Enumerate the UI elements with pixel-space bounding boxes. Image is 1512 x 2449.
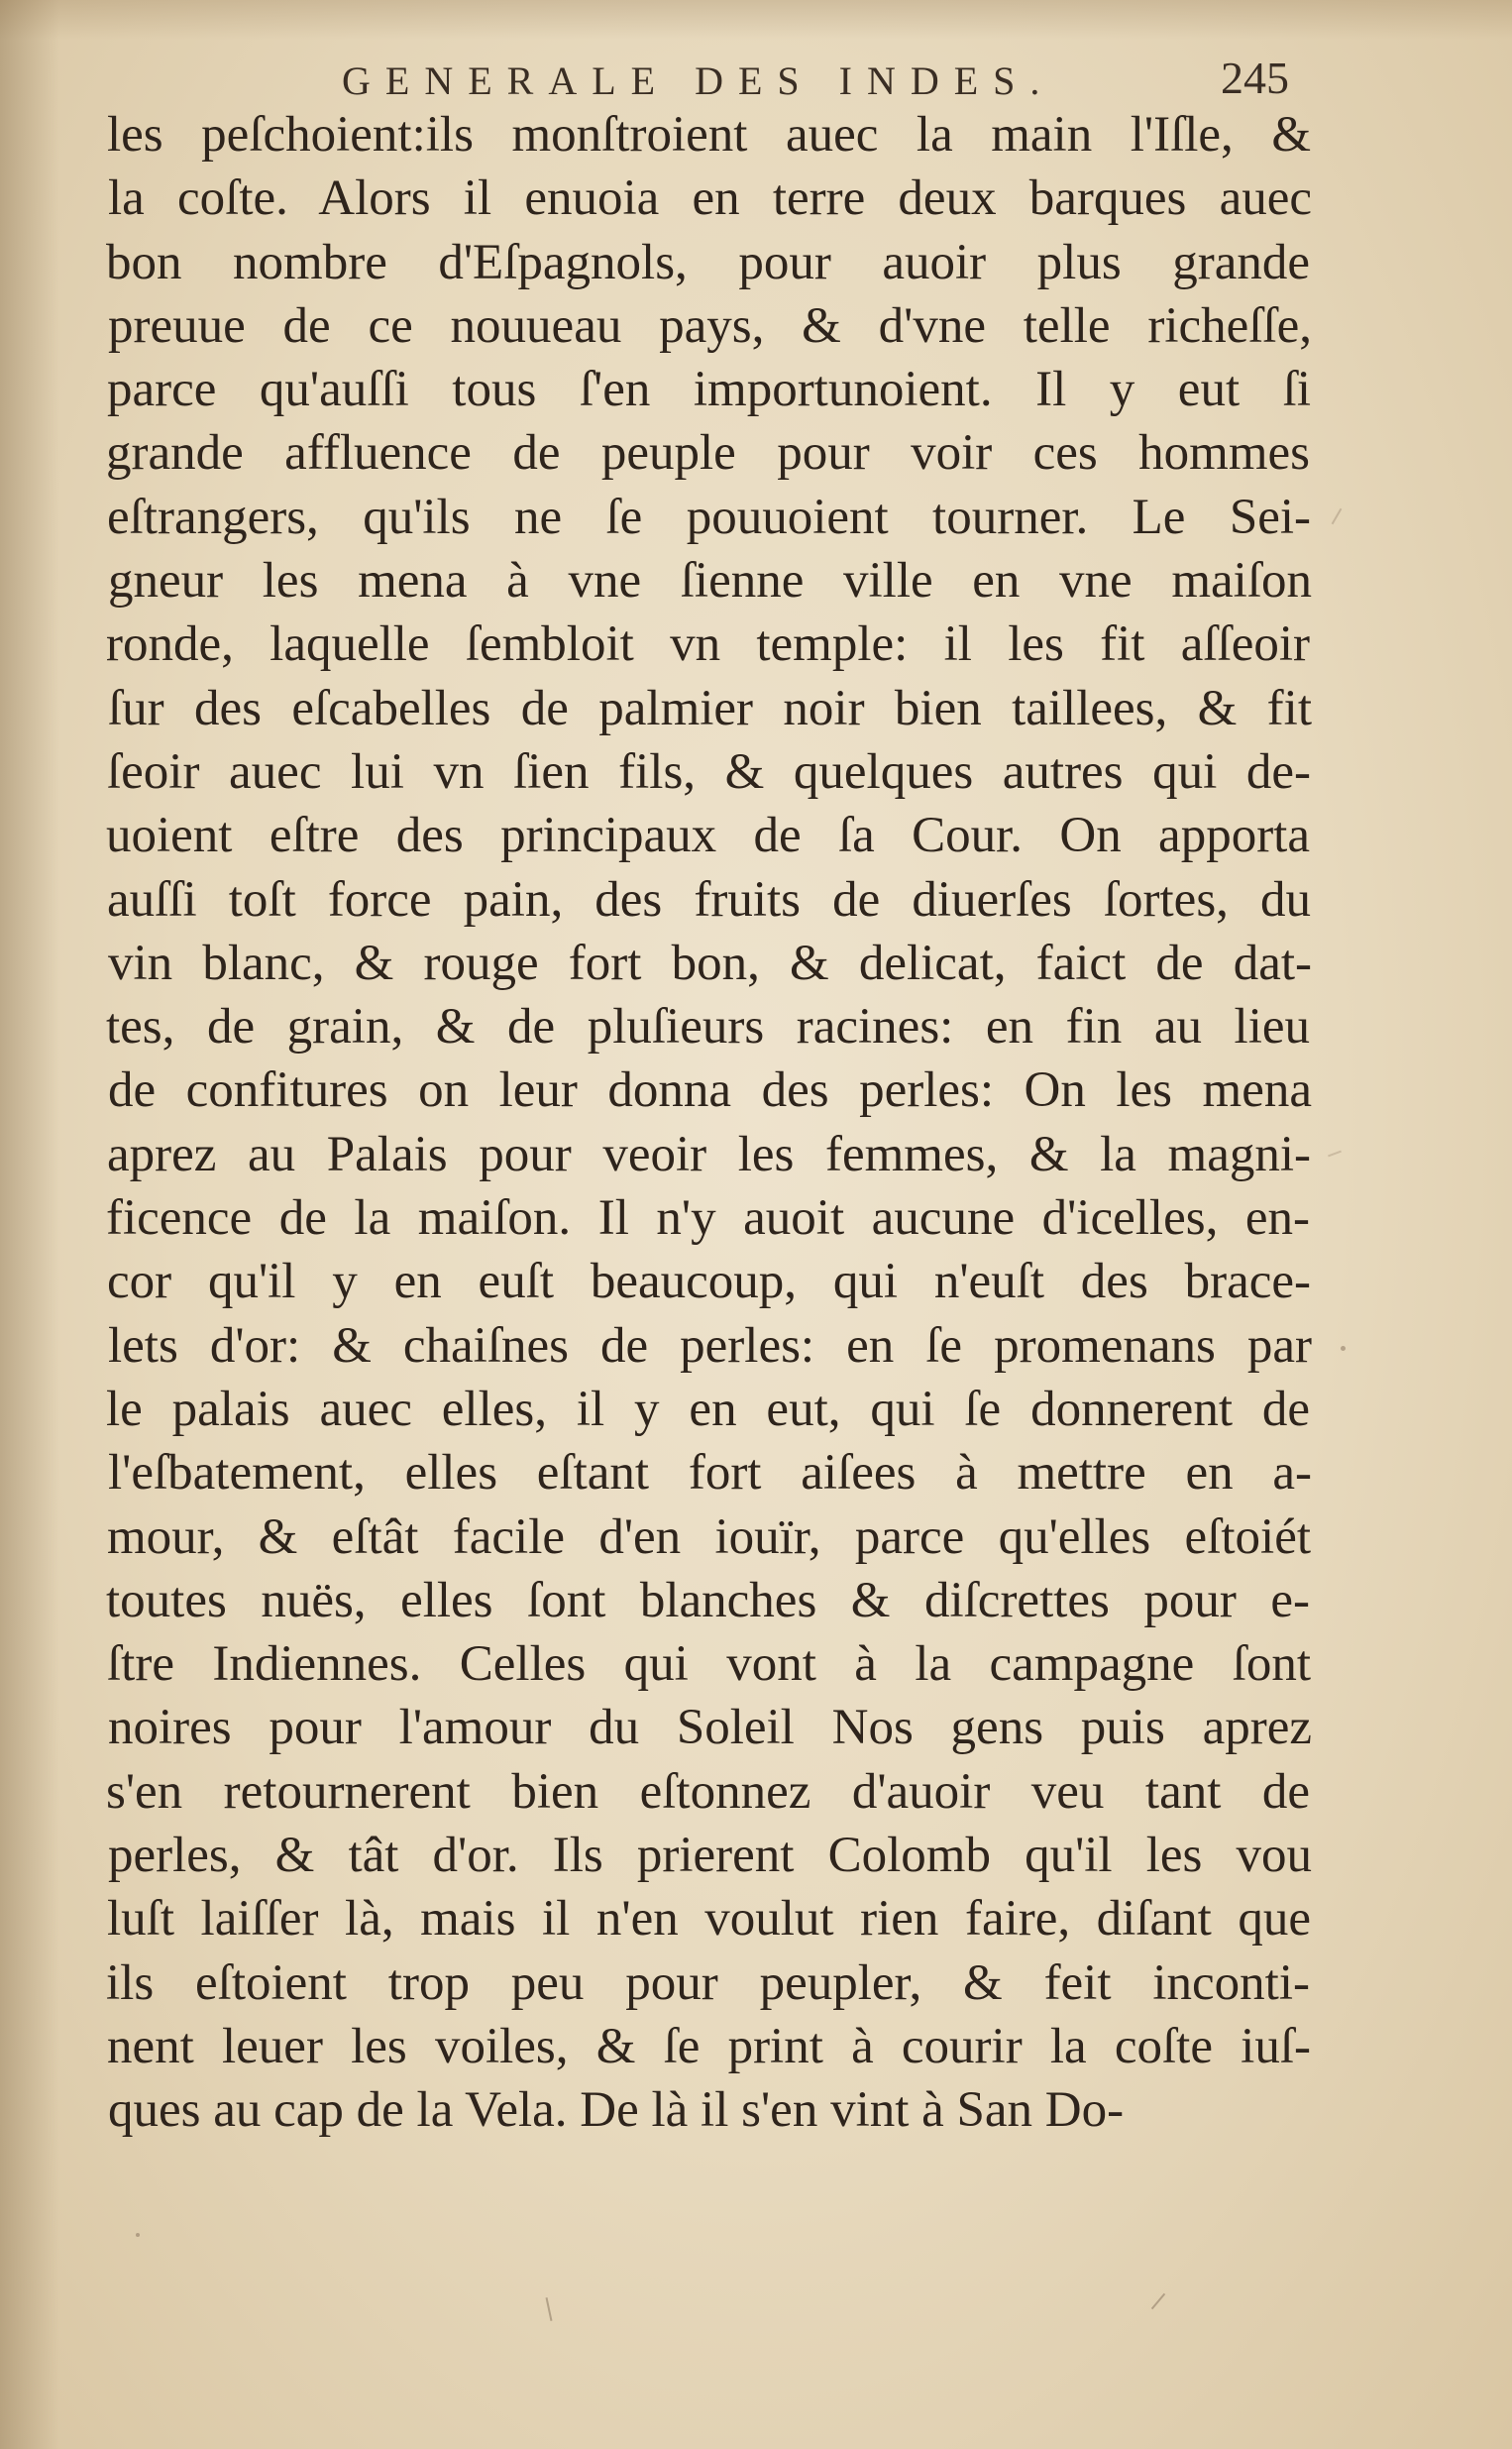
text-line: nent leuer les voiles, & ſe print à courir la coſte iuſ-	[107, 2018, 1311, 2074]
paper-speck	[1332, 508, 1343, 525]
text-line: ſur des eſcabelles de palmier noir bien taillees, & fit	[108, 680, 1312, 736]
text-line: noires pour l'amour du Soleil Nos gens puis aprez	[108, 1700, 1312, 1756]
paper-speck	[1151, 2293, 1165, 2310]
text-line: lets d'or: & chaiſnes de perles: en ſe promenans par	[108, 1317, 1312, 1374]
text-line: ficence de la maiſon. Il n'y auoit aucune d'icelles, en-	[106, 1190, 1310, 1247]
text-line: le palais auec elles, il y en eut, qui ſe donnerent de	[106, 1381, 1310, 1437]
paper-speck	[1341, 1346, 1346, 1351]
paper-speck	[1328, 1151, 1342, 1158]
text-line: uoient eſtre des principaux de ſa Cour. On apporta	[106, 808, 1310, 864]
text-line: bon nombre d'Eſpagnols, pour auoir plus grande	[106, 234, 1310, 290]
text-line: ques au cap de la Vela. De là il s'en vint à San Do-	[108, 2082, 1125, 2139]
text-line: vin blanc, & rouge fort bon, & delicat, faict de dat-	[108, 935, 1312, 991]
text-line: cor qu'il y en euſt beaucoup, qui n'euſt des brace-	[107, 1254, 1311, 1310]
text-line: grande affluence de peuple pour voir ces hommes	[106, 425, 1310, 482]
text-line: ils eſtoient trop peu pour peupler, & feit inconti-	[106, 1954, 1310, 2011]
text-line: de confitures on leur donna des perles: On les mena	[108, 1062, 1312, 1119]
text-line: ſeoir auec lui vn ſien fils, & quelques autres qui de-	[107, 743, 1311, 800]
text-line: ſtre Indiennes. Celles qui vont à la campagne ſont	[107, 1636, 1311, 1693]
text-line: gneur les mena à vne ſienne ville en vne maiſon	[108, 553, 1312, 610]
text-line: tes, de grain, & de pluſieurs racines: en fin au lieu	[106, 999, 1310, 1056]
text-line: preuue de ce nouueau pays, & d'vne telle richeſſe,	[108, 297, 1312, 354]
page-number: 245	[1221, 53, 1289, 103]
running-title: GENERALE DES INDES.	[342, 58, 1055, 103]
text-line: s'en retournerent bien eſtonnez d'auoir veu tant de	[106, 1763, 1310, 1820]
running-head	[342, 53, 1333, 107]
text-line: parce qu'auſſi tous ſ'en importunoient. Il y eut ſi	[107, 362, 1311, 418]
text-line: perles, & tât d'or. Ils prierent Colomb qu'il les vou	[108, 1828, 1312, 1884]
paper-speck	[546, 2297, 553, 2321]
text-line: ronde, laquelle ſembloit vn temple: il les fit aſſeoir	[106, 616, 1310, 673]
text-line: la coſte. Alors il enuoia en terre deux barques auec	[108, 170, 1312, 227]
text-line: luſt laiſſer là, mais il n'en voulut rien faire, diſant que	[107, 1891, 1311, 1948]
body-text	[107, 103, 1311, 2143]
paper-speck	[136, 2233, 140, 2237]
text-line: toutes nuës, elles ſont blanches & diſcrettes pour e-	[106, 1572, 1310, 1628]
text-line: les peſchoient:ils monſtroient auec la main l'Iſle, &	[107, 107, 1311, 163]
text-line: aprez au Palais pour veoir les femmes, & la magni-	[107, 1126, 1311, 1182]
text-line: mour, & eſtât facile d'en iouïr, parce qu'elles eſtoiét	[107, 1508, 1311, 1565]
text-line: l'eſbatement, elles eſtant fort aiſees à mettre en a-	[108, 1445, 1312, 1502]
text-line: eſtrangers, qu'ils ne ſe pouuoient tourner. Le Sei-	[107, 489, 1311, 545]
text-line: auſſi toſt force pain, des fruits de diuerſes ſortes, du	[107, 871, 1311, 928]
